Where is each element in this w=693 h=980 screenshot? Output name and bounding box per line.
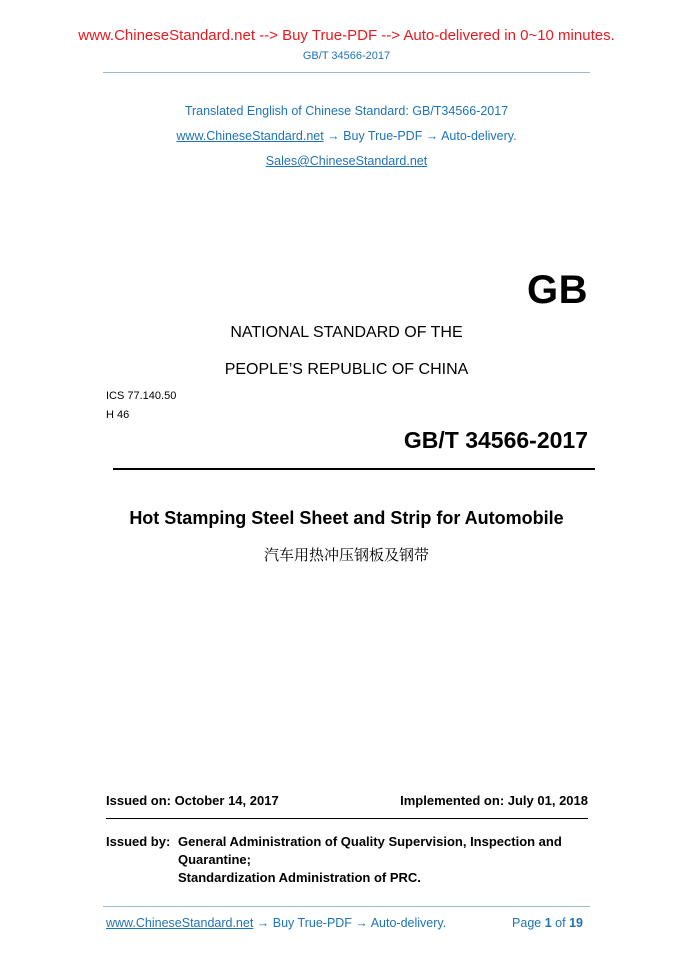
issued-by-line2: Quarantine; <box>178 852 251 867</box>
buy-text: → Buy True-PDF → Auto-delivery. <box>323 129 517 143</box>
issued-by-label: Issued by: <box>106 834 171 849</box>
header-standard-code: GB/T 34566-2017 <box>302 50 391 62</box>
page-number: 1 <box>544 916 552 930</box>
footer-site-link[interactable]: www.ChineseStandard.net <box>106 916 254 930</box>
gb-mark: GB <box>527 268 588 312</box>
translated-note: Translated English of Chinese Standard: GB/T34566-2017 <box>184 104 509 118</box>
site-link[interactable]: www.ChineseStandard.net <box>176 129 324 143</box>
title-divider <box>113 468 595 470</box>
footer-divider <box>103 906 590 907</box>
title-chinese: 汽车用热冲压钢板及钢带 <box>263 546 429 564</box>
page-total: 19 <box>569 916 583 930</box>
national-standard-line1: NATIONAL STANDARD OF THE <box>230 324 463 341</box>
national-standard-line2: PEOPLE’S REPUBLIC OF CHINA <box>224 361 469 378</box>
buy-line <box>0 129 693 143</box>
title-english: Hot Stamping Steel Sheet and Strip for Automobile <box>129 508 564 528</box>
issue-divider <box>106 818 588 819</box>
page-indicator <box>512 916 583 930</box>
header-divider <box>103 72 590 73</box>
issued-on: Issued on: October 14, 2017 <box>106 793 279 808</box>
page-label: Page <box>512 916 542 930</box>
footer-buy-line <box>106 916 446 930</box>
issued-by-line3: Standardization Administration of PRC. <box>178 870 421 885</box>
classification-code: H 46 <box>106 409 130 421</box>
sales-line <box>0 154 693 168</box>
ics-code: ICS 77.140.50 <box>106 390 177 402</box>
top-banner[interactable]: www.ChineseStandard.net --> Buy True-PDF --> Auto-delivered in 0~10 minutes. <box>78 27 615 44</box>
standard-number: GB/T 34566-2017 <box>403 427 588 453</box>
of-label: of <box>555 916 566 930</box>
footer-buy-text: → Buy True-PDF → Auto-delivery. <box>253 916 447 930</box>
implemented-on: Implemented on: July 01, 2018 <box>400 793 588 808</box>
issued-by-line1: General Administration of Quality Supervision, Inspection and <box>178 834 562 849</box>
sales-email-link[interactable]: Sales@ChineseStandard.net <box>265 154 428 168</box>
